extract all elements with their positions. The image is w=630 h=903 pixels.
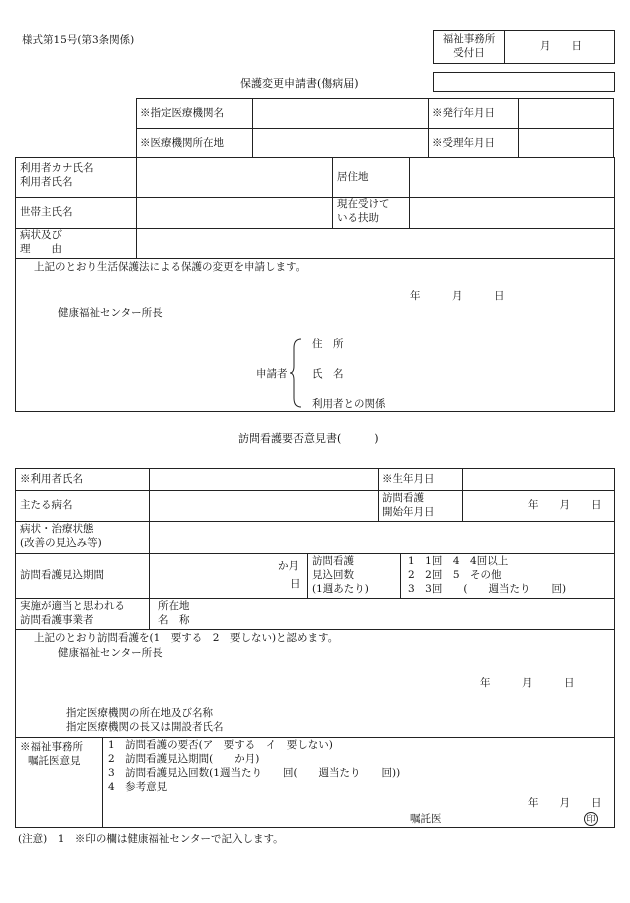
provider-label-line1: 実施が適当と思われる — [20, 600, 125, 612]
application-number-box — [433, 72, 615, 92]
provider-label-line2: 訪問看護事業者 — [20, 614, 94, 626]
period-months: か月 — [278, 560, 299, 572]
receipt-label-line2: 受付日 — [453, 47, 485, 59]
provider-name-label: 名 称 — [158, 614, 190, 626]
current-aid-label-line2: いる扶助 — [337, 212, 379, 224]
visits-label-line1: 訪問看護 — [312, 555, 354, 567]
start-date-value: 年 月 日 — [528, 499, 602, 511]
application-addressee: 健康福祉センター所長 — [58, 307, 163, 319]
advisor-label-line1: ※福祉事務所 — [20, 741, 83, 753]
receipt-label-line1: 福祉事務所 — [442, 33, 496, 45]
seal-mark: 印 — [584, 812, 598, 826]
condition-label-line2: 理 由 — [20, 243, 62, 255]
birth-date-label: ※生年月日 — [382, 473, 435, 485]
user-name-label: 利用者氏名 — [20, 176, 73, 188]
application-title: 保護変更申請書(傷病届) — [240, 77, 359, 90]
symptoms-label-line1: 病状・治療状態 — [20, 523, 94, 535]
issue-date-label: ※発行年月日 — [432, 107, 495, 119]
provider-address-label: 所在地 — [158, 600, 190, 612]
symptoms-label-line2: (改善の見込み等) — [20, 537, 102, 549]
receipt-date: 月 日 — [540, 40, 582, 52]
applicant-label: 申請者 — [256, 368, 288, 380]
opinion-title: 訪問看護要否意見書( ) — [238, 432, 379, 445]
visits-label-line3: (1週あたり) — [312, 583, 369, 595]
main-disease-label: 主たる病名 — [20, 499, 73, 511]
advisor-item: 2 訪問看護見込期間( か月) — [108, 753, 260, 765]
approval-statement: 上記のとおり訪問看護を(1 要する 2 要しない)と認めます。 — [34, 632, 339, 644]
opinion-addressee: 健康福祉センター所長 — [58, 647, 163, 659]
visits-option: 2 2回 5 その他 — [408, 569, 502, 581]
visits-option: 1 1回 4 4回以上 — [408, 555, 509, 567]
medical-inst-address: 指定医療機関の所在地及び名称 — [66, 707, 213, 719]
applicant-name: 氏 名 — [312, 368, 344, 380]
household-head-label: 世帯主氏名 — [20, 206, 73, 218]
start-date-label-line2: 開始年月日 — [382, 506, 435, 518]
application-statement: 上記のとおり生活保護法による保護の変更を申請します。 — [34, 261, 307, 273]
inst-address-label: ※医療機関所在地 — [140, 137, 224, 149]
start-date-label-line1: 訪問看護 — [382, 492, 424, 504]
receipt-date-label: ※受理年月日 — [432, 137, 495, 149]
condition-label-line1: 病状及び — [20, 229, 62, 241]
advisor-signature: 嘱託医 — [410, 813, 442, 825]
applicant-relation: 利用者との関係 — [312, 398, 386, 410]
current-aid-label-line1: 現在受けて — [337, 198, 390, 210]
applicant-brace-icon — [290, 338, 302, 408]
advisor-item: 3 訪問看護見込回数(1週当たり 回( 週当たり 回)) — [108, 767, 401, 779]
advisor-item: 1 訪問看護の要否(ア 要する イ 要しない) — [108, 739, 333, 751]
advisor-date: 年 月 日 — [528, 797, 602, 809]
form-number: 様式第15号(第3条関係) — [22, 34, 135, 46]
period-label: 訪問看護見込期間 — [20, 569, 104, 581]
advisor-label-line2: 嘱託医意見 — [28, 755, 81, 767]
residence-label: 居住地 — [337, 171, 369, 183]
period-days: 日 — [290, 578, 301, 590]
advisor-item: 4 参考意見 — [108, 781, 168, 793]
applicant-address: 住 所 — [312, 338, 344, 350]
opinion-user-name-label: ※利用者氏名 — [20, 473, 83, 485]
inst-name-label: ※指定医療機関名 — [140, 107, 224, 119]
user-kana-label: 利用者カナ氏名 — [20, 162, 94, 174]
application-date: 年 月 日 — [410, 290, 505, 302]
visits-option: 3 3回 ( 週当たり 回) — [408, 583, 567, 595]
visits-label-line2: 見込回数 — [312, 569, 354, 581]
opinion-date: 年 月 日 — [480, 677, 575, 689]
footnote: (注意) 1 ※印の欄は健康福祉センターで記入します。 — [18, 833, 284, 845]
medical-inst-head: 指定医療機関の長又は開設者氏名 — [66, 721, 224, 733]
